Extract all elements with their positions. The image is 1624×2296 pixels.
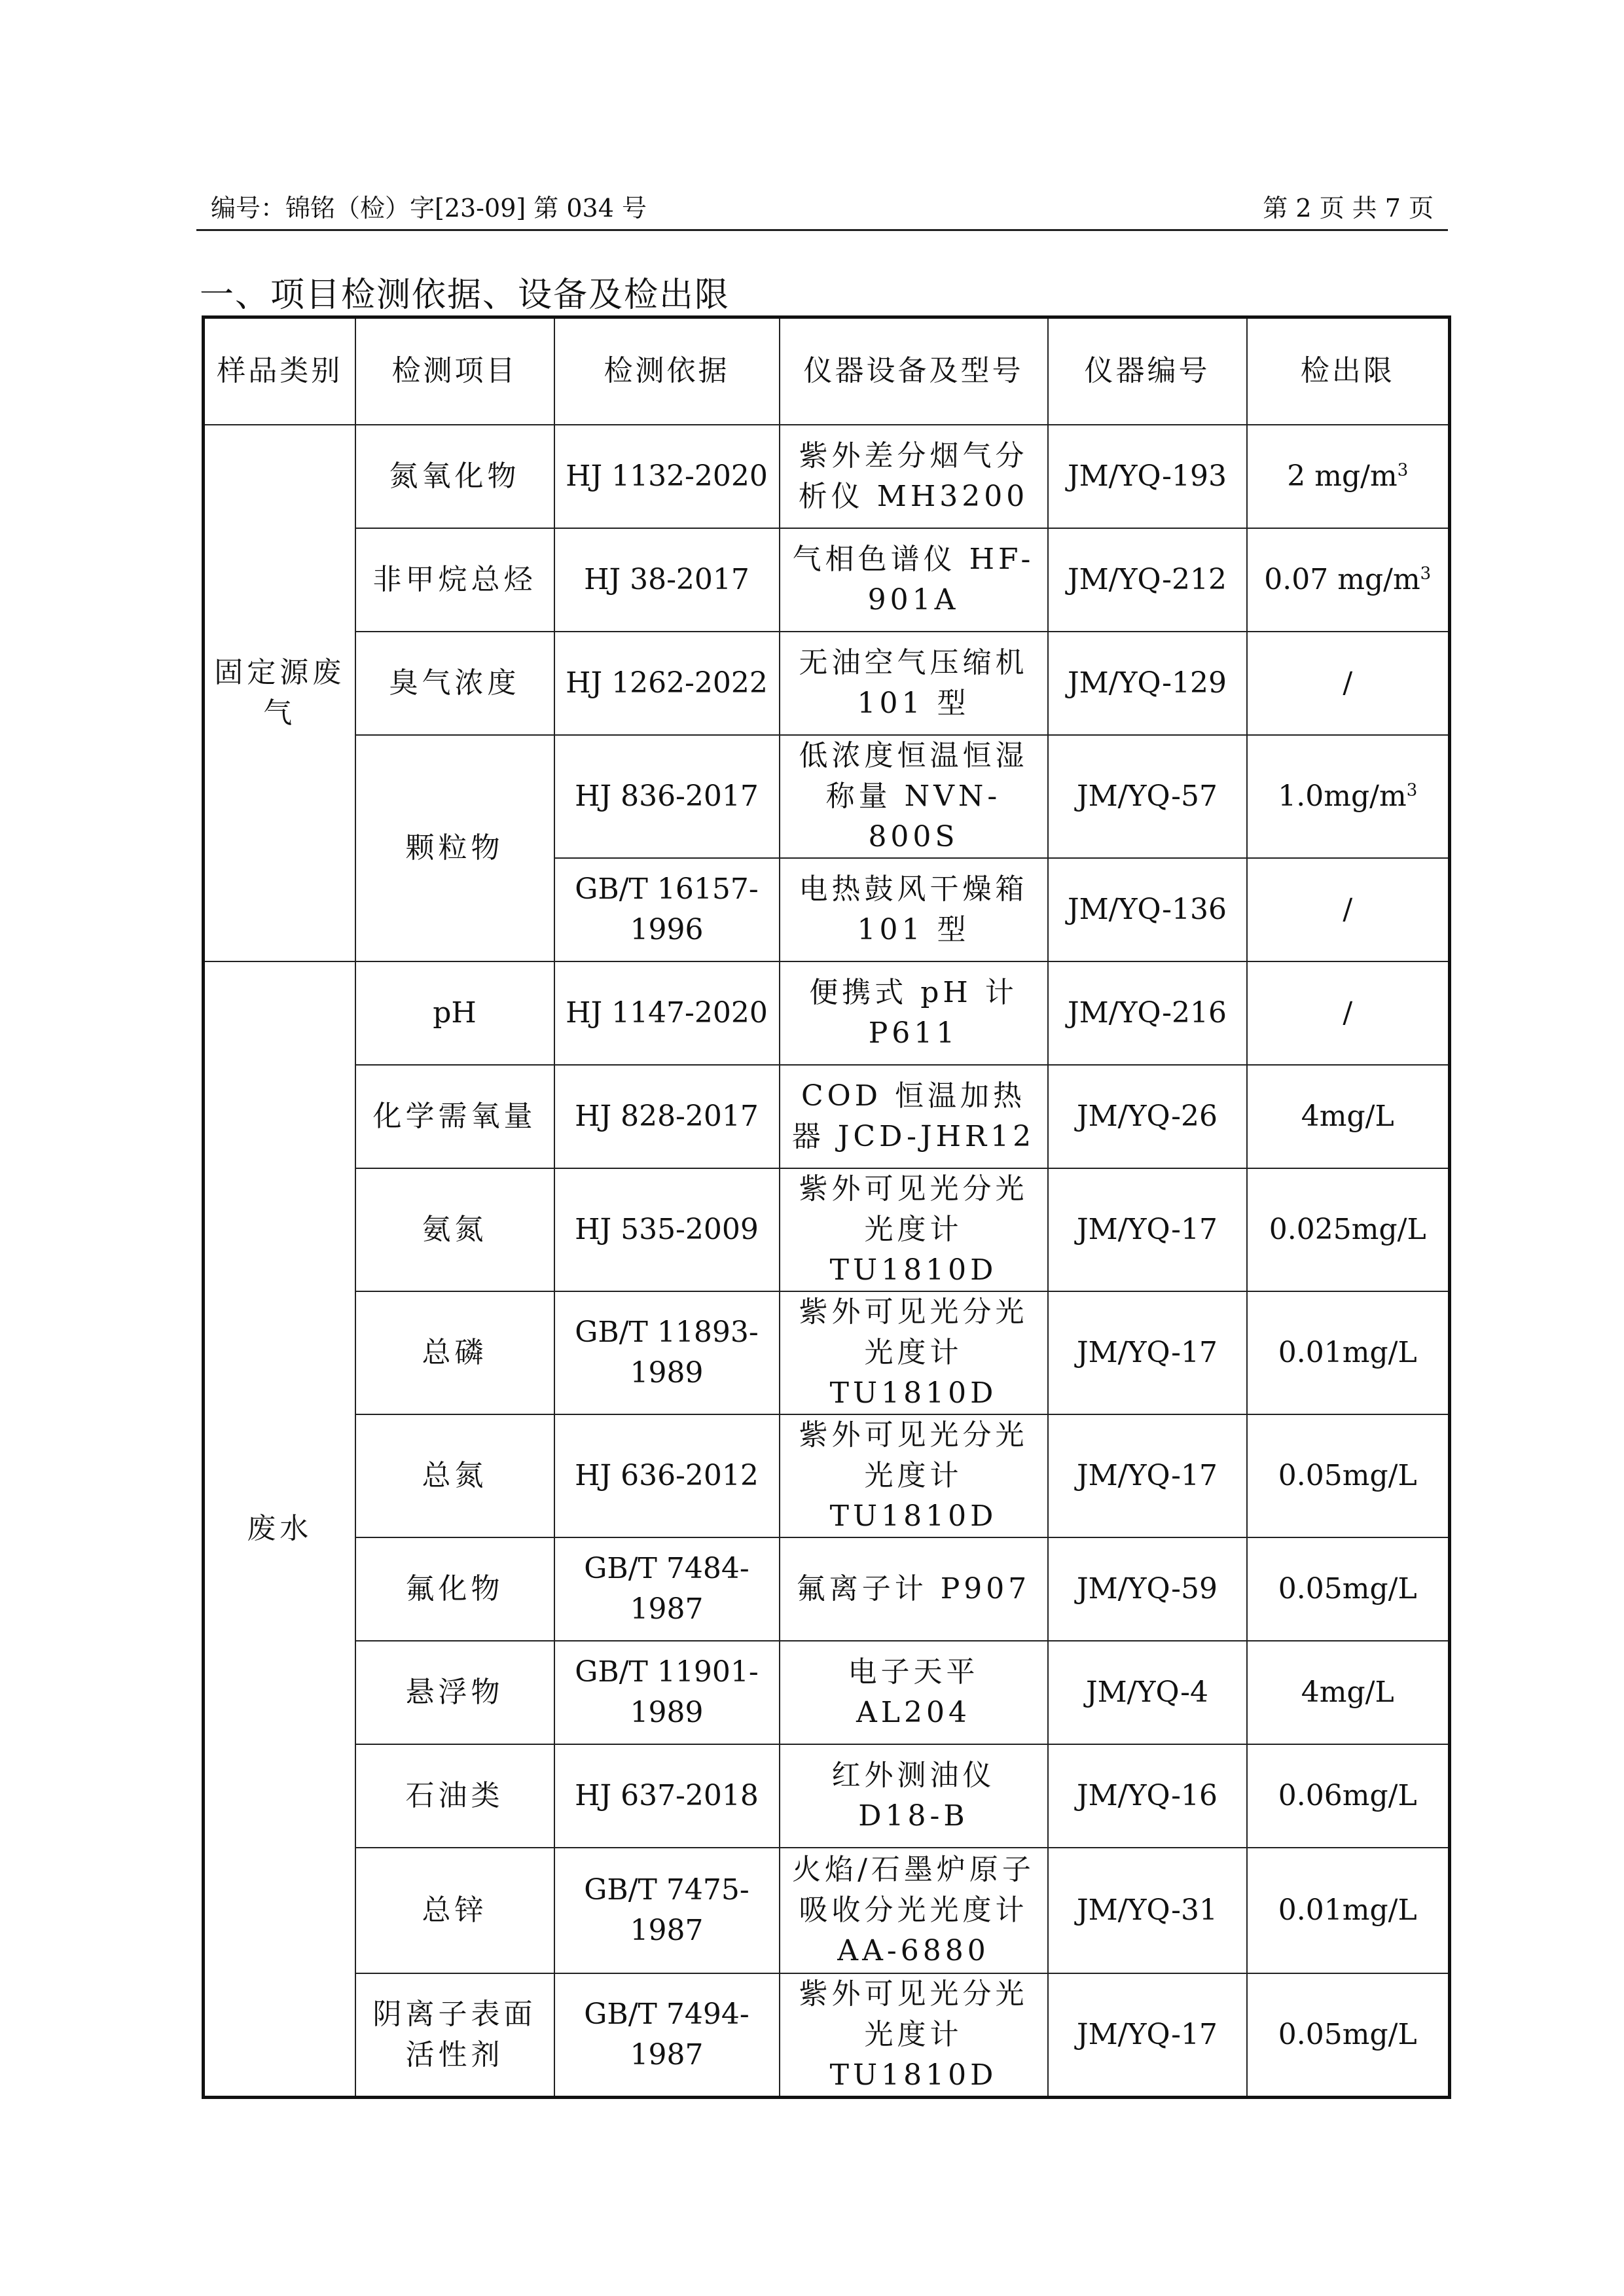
basis-cell: GB/T 16157-1996 <box>554 858 780 961</box>
limit-cell: $1.0mg/m^3$ <box>1247 735 1450 858</box>
table-row <box>204 735 1450 858</box>
instrument-cell: 紫外可见光分光光度计 TU1810D <box>780 1973 1048 2098</box>
code-cell: JM/YQ-26 <box>1048 1065 1247 1168</box>
instrument-cell: 氟离子计 P907 <box>780 1537 1048 1641</box>
table-row <box>204 1744 1450 1848</box>
table-row <box>204 1291 1450 1414</box>
basis-cell: GB/T 7475-1987 <box>554 1848 780 1973</box>
limit-cell: / <box>1247 632 1450 735</box>
code-cell: JM/YQ-193 <box>1048 425 1247 528</box>
header-basis: 检测依据 <box>554 317 780 425</box>
item-cell: 氟化物 <box>355 1537 554 1641</box>
item-cell: 化学需氧量 <box>355 1065 554 1168</box>
item-cell: 阴离子表面活性剂 <box>355 1973 554 2098</box>
item-cell: 总磷 <box>355 1291 554 1414</box>
item-cell: 石油类 <box>355 1744 554 1848</box>
limit-cell: 0.01mg/L <box>1247 1291 1450 1414</box>
code-cell: JM/YQ-17 <box>1048 1291 1247 1414</box>
limit-cell: 0.06mg/L <box>1247 1744 1450 1848</box>
basis-cell: GB/T 7494-1987 <box>554 1973 780 2098</box>
table-row <box>204 632 1450 735</box>
item-cell: 非甲烷总烃 <box>355 528 554 632</box>
item-cell: 氨氮 <box>355 1168 554 1291</box>
instrument-cell: 紫外可见光分光光度计 TU1810D <box>780 1414 1048 1537</box>
header-limit: 检出限 <box>1247 317 1450 425</box>
instrument-cell: 无油空气压缩机 101 型 <box>780 632 1048 735</box>
table-row <box>204 1641 1450 1744</box>
basis-cell: HJ 1132-2020 <box>554 425 780 528</box>
page-header <box>196 183 1448 231</box>
table-row <box>204 425 1450 528</box>
header-instrument: 仪器设备及型号 <box>780 317 1048 425</box>
section-title: 一、项目检测依据、设备及检出限 <box>200 276 731 315</box>
basis-cell: HJ 836-2017 <box>554 735 780 858</box>
instrument-cell: 气相色谱仪 HF-901A <box>780 528 1048 632</box>
code-cell: JM/YQ-212 <box>1048 528 1247 632</box>
instrument-cell: 紫外可见光分光光度计 TU1810D <box>780 1291 1048 1414</box>
item-cell: 颗粒物 <box>355 735 554 961</box>
table-row <box>204 1414 1450 1537</box>
code-cell: JM/YQ-17 <box>1048 1973 1247 2098</box>
header-code: 仪器编号 <box>1048 317 1247 425</box>
basis-cell: HJ 1147-2020 <box>554 961 780 1065</box>
limit-cell: 0.01mg/L <box>1247 1848 1450 1973</box>
limit-cell: 0.025mg/L <box>1247 1168 1450 1291</box>
code-cell: JM/YQ-216 <box>1048 961 1247 1065</box>
table-row <box>204 1848 1450 1973</box>
code-cell: JM/YQ-129 <box>1048 632 1247 735</box>
code-cell: JM/YQ-17 <box>1048 1168 1247 1291</box>
instrument-cell: 紫外可见光分光光度计 TU1810D <box>780 1168 1048 1291</box>
basis-cell: HJ 828-2017 <box>554 1065 780 1168</box>
instrument-cell: 火焰/石墨炉原子吸收分光光度计 AA-6880 <box>780 1848 1048 1973</box>
item-cell: 总锌 <box>355 1848 554 1973</box>
limit-cell: / <box>1247 858 1450 961</box>
instrument-cell: 电子天平 AL204 <box>780 1641 1048 1744</box>
instrument-cell: 便携式 pH 计 P611 <box>780 961 1048 1065</box>
basis-cell: HJ 535-2009 <box>554 1168 780 1291</box>
table-row <box>204 1168 1450 1291</box>
limit-cell: 0.07 $mg/m^3$ <box>1247 528 1450 632</box>
limit-cell: 0.05mg/L <box>1247 1414 1450 1537</box>
detection-table <box>202 315 1451 2099</box>
code-cell: JM/YQ-31 <box>1048 1848 1247 1973</box>
limit-cell: 4mg/L <box>1247 1641 1450 1744</box>
table-row <box>204 528 1450 632</box>
basis-cell: HJ 637-2018 <box>554 1744 780 1848</box>
item-cell: pH <box>355 961 554 1065</box>
instrument-cell: 紫外差分烟气分析仪 MH3200 <box>780 425 1048 528</box>
instrument-cell: 低浓度恒温恒湿称量 NVN-800S <box>780 735 1048 858</box>
basis-cell: HJ 1262-2022 <box>554 632 780 735</box>
table-row <box>204 961 1450 1065</box>
basis-cell: GB/T 11893-1989 <box>554 1291 780 1414</box>
page-number: 第 2 页 共 7 页 <box>1263 194 1434 223</box>
limit-cell: 0.05mg/L <box>1247 1973 1450 2098</box>
instrument-cell: 电热鼓风干燥箱 101 型 <box>780 858 1048 961</box>
code-cell: JM/YQ-17 <box>1048 1414 1247 1537</box>
table-row <box>204 1065 1450 1168</box>
limit-cell: / <box>1247 961 1450 1065</box>
item-cell: 氮氧化物 <box>355 425 554 528</box>
header-category: 样品类别 <box>204 317 355 425</box>
instrument-cell: COD 恒温加热器 JCD-JHR12 <box>780 1065 1048 1168</box>
table-header-row <box>204 317 1450 425</box>
code-cell: JM/YQ-136 <box>1048 858 1247 961</box>
code-cell: JM/YQ-16 <box>1048 1744 1247 1848</box>
limit-cell: 0.05mg/L <box>1247 1537 1450 1641</box>
code-cell: JM/YQ-57 <box>1048 735 1247 858</box>
table-row <box>204 1537 1450 1641</box>
instrument-cell: 红外测油仪 D18-B <box>780 1744 1048 1848</box>
item-cell: 臭气浓度 <box>355 632 554 735</box>
item-cell: 悬浮物 <box>355 1641 554 1744</box>
basis-cell: GB/T 11901-1989 <box>554 1641 780 1744</box>
basis-cell: GB/T 7484-1987 <box>554 1537 780 1641</box>
basis-cell: HJ 38-2017 <box>554 528 780 632</box>
table-row <box>204 1973 1450 2098</box>
code-cell: JM/YQ-59 <box>1048 1537 1247 1641</box>
code-cell: JM/YQ-4 <box>1048 1641 1247 1744</box>
basis-cell: HJ 636-2012 <box>554 1414 780 1537</box>
category-cell: 废水 <box>204 961 355 2098</box>
document-number: 编号：锦铭（检）字[23-09] 第 034 号 <box>211 194 647 223</box>
header-item: 检测项目 <box>355 317 554 425</box>
limit-cell: 4mg/L <box>1247 1065 1450 1168</box>
item-cell: 总氮 <box>355 1414 554 1537</box>
limit-cell: 2 $mg/m^3$ <box>1247 425 1450 528</box>
category-cell: 固定源废气 <box>204 425 355 961</box>
